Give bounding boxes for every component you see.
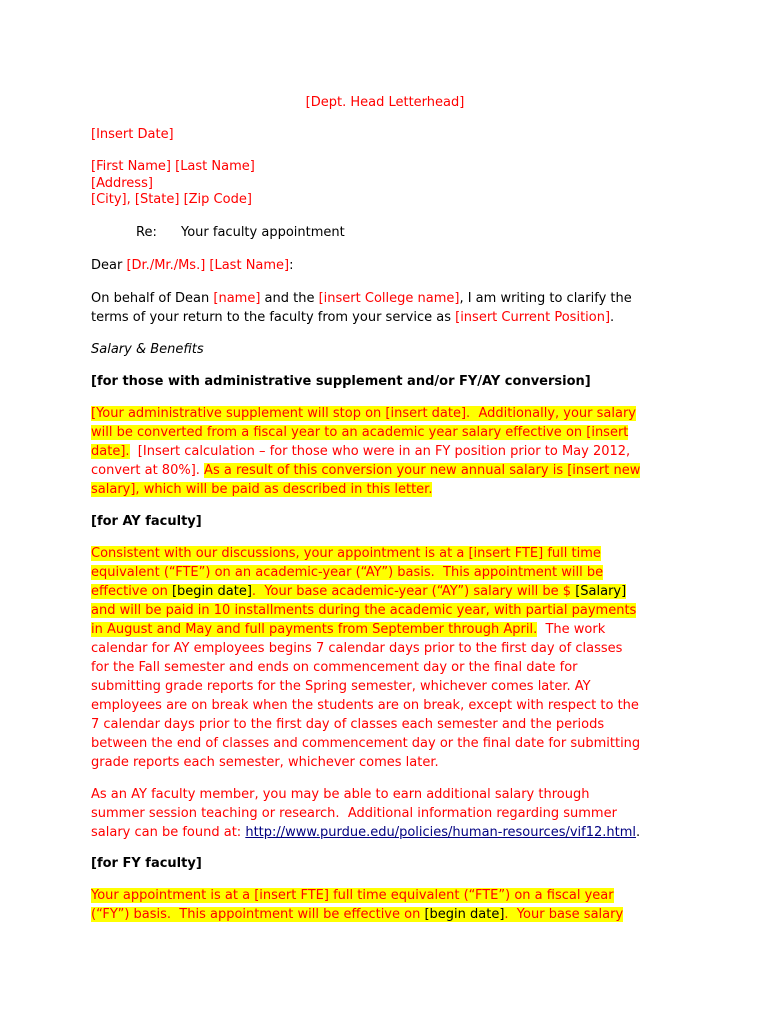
highlighted-text: salary], which will be paid as described in this letter. bbox=[91, 482, 433, 497]
highlighted-text: date]. bbox=[91, 444, 130, 459]
intro-text: and the bbox=[260, 291, 319, 306]
ay-para-line-8: submitting grade reports for the Spring semester, whichever comes later. AY bbox=[91, 679, 591, 694]
highlighted-text: (“FY”) basis. This appointment will be effective on bbox=[91, 907, 425, 922]
highlighted-text: equivalent (“FTE”) on an academic-year (“AY”) basis. This appointment will be bbox=[91, 565, 604, 580]
letterhead-placeholder: [Dept. Head Letterhead] bbox=[305, 95, 465, 110]
ay-para-line-5 bbox=[91, 620, 605, 639]
admin-para-line-2 bbox=[91, 423, 628, 442]
highlighted-text: [Your administrative supplement will stop on [insert date]. Additionally, your salary bbox=[91, 406, 637, 421]
paragraph-text: . bbox=[636, 825, 641, 840]
calculation-text: convert at 80%]. bbox=[91, 463, 200, 478]
ay-para-line-11: between the end of classes and commencement day or the final date for submitting bbox=[91, 736, 641, 751]
re-label: Re: bbox=[136, 225, 157, 240]
fy-para-line-2 bbox=[91, 905, 623, 924]
highlighted-text: and will be paid in 10 installments during the academic year, with partial payments bbox=[91, 603, 637, 618]
salutation-suffix: : bbox=[289, 258, 294, 273]
highlighted-text: in August and May and full payments from September through April. bbox=[91, 622, 538, 637]
highlighted-text: Your appointment is at a [insert FTE] full time equivalent (“FTE”) on a fiscal year bbox=[91, 888, 614, 903]
paragraph-text: salary can be found at: bbox=[91, 825, 246, 840]
ay-para-line-10: 7 calendar days prior to the first day of classes each semester and the periods bbox=[91, 717, 605, 732]
fy-para-line-1 bbox=[91, 886, 614, 905]
salutation-name: [Dr./Mr./Ms.] [Last Name] bbox=[126, 258, 290, 273]
admin-para-line-3 bbox=[91, 442, 630, 461]
address-street: [Address] bbox=[91, 176, 153, 191]
highlighted-text: will be converted from a fiscal year to an academic year salary effective on [insert bbox=[91, 425, 629, 440]
college-name-placeholder: [insert College name] bbox=[318, 291, 460, 306]
summer-para-line-1: As an AY faculty member, you may be able to earn additional salary through bbox=[91, 787, 590, 802]
admin-para-line-5 bbox=[91, 480, 432, 499]
ay-para-line-6: calendar for AY employees begins 7 calendar days prior to the first day of classes bbox=[91, 641, 623, 656]
ay-para-line-9: employees are on break when the students are on break, except with respect to the bbox=[91, 698, 639, 713]
ay-para-line-12: grade reports each semester, whichever comes later. bbox=[91, 755, 439, 770]
intro-text: On behalf of Dean bbox=[91, 291, 214, 306]
dean-name-placeholder: [name] bbox=[213, 291, 261, 306]
heading-ay-faculty: [for AY faculty] bbox=[91, 514, 202, 529]
intro-text: . bbox=[610, 310, 615, 325]
intro-line-1 bbox=[91, 289, 632, 308]
admin-para-line-1 bbox=[91, 404, 636, 423]
calculation-text: [Insert calculation – for those who were in an FY position prior to May 2012, bbox=[129, 444, 631, 459]
highlighted-text: effective on bbox=[91, 584, 172, 599]
re-subject: Your faculty appointment bbox=[181, 225, 345, 240]
address-city-line: [City], [State] [Zip Code] bbox=[91, 192, 252, 207]
heading-fy-faculty: [for FY faculty] bbox=[91, 856, 202, 871]
ay-para-line-7: for the Fall semester and ends on commencement day or the final date for bbox=[91, 660, 578, 675]
summer-para-line-3 bbox=[91, 823, 640, 842]
highlighted-text: Consistent with our discussions, your appointment is at a [insert FTE] full time bbox=[91, 546, 601, 561]
section-salary-benefits: Salary & Benefits bbox=[91, 342, 204, 357]
salutation-prefix: Dear bbox=[91, 258, 127, 273]
current-position-placeholder: [insert Current Position] bbox=[455, 310, 611, 325]
highlighted-text: . Your base salary bbox=[504, 907, 624, 922]
salutation bbox=[91, 256, 294, 275]
intro-line-2 bbox=[91, 308, 614, 327]
ay-para-line-1 bbox=[91, 544, 601, 563]
begin-date-placeholder: [begin date] bbox=[171, 584, 252, 599]
summer-salary-policy-link[interactable]: http://www.purdue.edu/policies/human-resources/vif12.html bbox=[245, 825, 637, 840]
date-placeholder: [Insert Date] bbox=[91, 127, 174, 142]
address-name: [First Name] [Last Name] bbox=[91, 159, 255, 174]
ay-para-line-4 bbox=[91, 601, 636, 620]
intro-text: , I am writing to clarify the bbox=[459, 291, 632, 306]
summer-para-line-2: summer session teaching or research. Additional information regarding summer bbox=[91, 806, 617, 821]
intro-text: terms of your return to the faculty from your service as bbox=[91, 310, 456, 325]
admin-para-line-4 bbox=[91, 461, 640, 480]
ay-para-line-2 bbox=[91, 563, 603, 582]
salary-placeholder: [Salary] bbox=[575, 584, 627, 599]
begin-date-placeholder: [begin date] bbox=[424, 907, 505, 922]
highlighted-text: As a result of this conversion your new annual salary is [insert new bbox=[204, 463, 641, 478]
paragraph-text: The work bbox=[537, 622, 606, 637]
heading-admin-supplement: [for those with administrative supplement and/or FY/AY conversion] bbox=[91, 374, 591, 389]
ay-para-line-3 bbox=[91, 582, 626, 601]
highlighted-text: . Your base academic-year (“AY”) salary will be $ bbox=[251, 584, 576, 599]
